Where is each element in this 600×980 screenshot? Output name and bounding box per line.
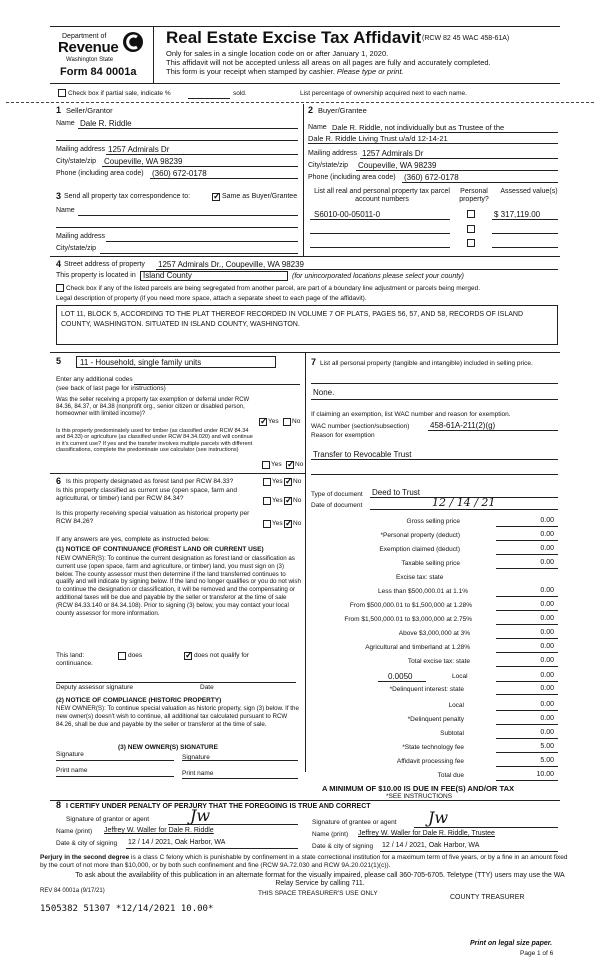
local-value[interactable]: 0.00 bbox=[540, 672, 554, 679]
legal-label: Legal description of property (if you need more space, attach a separate sheet to each page of the affidavit). bbox=[56, 295, 367, 302]
sec5-q1-yes: Yes bbox=[268, 418, 279, 425]
exemption-deduct-line bbox=[496, 554, 558, 555]
buyer-phone-value[interactable]: (360) 672-0178 bbox=[404, 173, 459, 182]
notice1-body: NEW OWNER(S): To continue the current designation as forest land or classification as current use (open space, farm and agriculture, or timber) land, you must sign on (3) below. The county assessor must then determine if the land transferred continues to qualify and will indicate by signing below. If the land no longer qualifies or you do not wish to continue the designation or classification, it will be removed and the compensating or additional taxes will be due and payable by the seller or transferor at the time of sale (RCW 84.33.140 or 84.34.108). Prior to signing (3) below, you may contact your local county assessor for more information. bbox=[56, 555, 301, 617]
reason-label: Reason for exemption bbox=[311, 432, 375, 439]
same-as-buyer-label: Same as Buyer/Grantee bbox=[222, 193, 298, 200]
personal-deduct-value[interactable]: 0.00 bbox=[540, 531, 554, 538]
sec3-name-line bbox=[78, 215, 298, 216]
seller-mailing-label: Mailing address bbox=[56, 146, 106, 153]
value-line-3 bbox=[492, 247, 558, 248]
taxable-price-label: Taxable selling price bbox=[401, 560, 460, 567]
buyer-name-line-b bbox=[308, 143, 558, 144]
sec6-q1: Is this property designated as forest land per RCW 84.33? bbox=[66, 478, 234, 485]
local-line bbox=[496, 681, 558, 682]
perjury-notice: Perjury in the second degree is a class C felony which is punishable by confinement in a state correctional institution for a maximum term of five years, or by a fine in an amount fixed by the court of not more than $10,000, or by both such confinement and fine (RCW 9A.72.030 and RCW 9A.20.021(1)(c)). bbox=[40, 854, 568, 869]
exemption-deduct-label: Exemption claimed (deduct) bbox=[379, 546, 460, 553]
legal-paper-note: Print on legal size paper. bbox=[470, 940, 553, 947]
penalty-line bbox=[496, 724, 558, 725]
parcel-line-3 bbox=[310, 247, 450, 248]
tech-fee-line bbox=[496, 752, 558, 753]
sec5-q2-yes: Yes bbox=[271, 461, 282, 468]
ag-timber-label: Agricultural and timberland at 1.28% bbox=[365, 644, 470, 651]
grantee-sig-line bbox=[414, 827, 558, 828]
doc-date-line bbox=[370, 509, 558, 510]
sec8-num: 8 bbox=[56, 800, 62, 810]
state-tier4-value[interactable]: 0.00 bbox=[540, 629, 554, 636]
state-tier2-label: From $500,000.01 to $1,500,000 at 1.28% bbox=[349, 602, 472, 609]
parcel-col2-header: Personal property? bbox=[459, 188, 489, 203]
sec12-divider bbox=[303, 104, 304, 256]
land-does-checkbox[interactable] bbox=[118, 652, 126, 660]
seller-mailing-value[interactable]: 1257 Admirals Dr bbox=[108, 145, 170, 154]
partial-sale-label: Check box if partial sale, indicate % bbox=[68, 90, 171, 97]
reason-value[interactable]: Transfer to Revocable Trust bbox=[313, 450, 412, 459]
buyer-city-line bbox=[356, 170, 558, 171]
header-divider bbox=[153, 26, 154, 84]
total-due-value[interactable]: 10.00 bbox=[536, 771, 554, 778]
gross-price-line bbox=[496, 526, 558, 527]
subtotal-line bbox=[496, 738, 558, 739]
buyer-name-line1[interactable]: Dale R. Riddle, not individually but as Trustee of the bbox=[332, 123, 505, 132]
buyer-phone-label: Phone (including area code) bbox=[308, 174, 396, 181]
penalty-value[interactable]: 0.00 bbox=[540, 715, 554, 722]
seller-phone-label: Phone (including area code) bbox=[56, 170, 144, 177]
state-tier3-value[interactable]: 0.00 bbox=[540, 615, 554, 622]
sec5-num: 5 bbox=[56, 356, 62, 366]
sec3-city-label: City/state/zip bbox=[56, 245, 97, 252]
partial-pct-line bbox=[188, 98, 230, 99]
county-treasurer: COUNTY TREASURER bbox=[450, 894, 525, 901]
ag-timber-value[interactable]: 0.00 bbox=[540, 643, 554, 650]
sec3-text: Send all property tax correspondence to: bbox=[64, 193, 191, 200]
seller-city-line bbox=[102, 166, 298, 167]
owner-name-line-1 bbox=[56, 776, 174, 777]
seller-mailing-line bbox=[106, 154, 298, 155]
sec6-q1-no: No bbox=[293, 478, 302, 485]
sec2-heading: Buyer/Grantee bbox=[318, 106, 367, 115]
value-line-2 bbox=[492, 233, 558, 234]
personal-deduct-line bbox=[496, 540, 558, 541]
interest-local-line bbox=[496, 710, 558, 711]
grantor-date-label: Date & city of signing bbox=[56, 840, 118, 847]
grantor-date-line bbox=[126, 848, 298, 849]
owner-sig-label-2: Signature bbox=[182, 754, 210, 761]
subtotal-label: Subtotal bbox=[440, 730, 464, 737]
county-select[interactable]: Island County bbox=[140, 271, 288, 281]
reason-line-2 bbox=[311, 474, 558, 475]
owner-sig-label-1: Signature bbox=[56, 751, 84, 758]
tech-fee-label: *State technology fee bbox=[402, 744, 464, 751]
segregated-checkbox[interactable] bbox=[56, 284, 64, 292]
grantee-sig-label: Signature of grantee or agent bbox=[312, 819, 397, 826]
sec1-num: 1 bbox=[56, 105, 62, 115]
land-does-not-checkbox[interactable] bbox=[184, 652, 192, 660]
excise-state-heading: Excise tax: state bbox=[396, 574, 444, 581]
total-state-label: Total excise tax: state bbox=[407, 658, 470, 665]
legal-description-box[interactable] bbox=[56, 305, 558, 345]
state-tier1-line bbox=[496, 596, 558, 597]
grantor-name-label: Name (print) bbox=[56, 828, 93, 835]
buyer-name-label: Name bbox=[308, 124, 327, 131]
sec3-num: 3 bbox=[56, 191, 62, 201]
total-due-line bbox=[496, 780, 558, 781]
sec7-num: 7 bbox=[311, 357, 317, 367]
owner-print-label-1: Print name bbox=[56, 767, 88, 774]
seller-city-value[interactable]: Coupeville, WA 98239 bbox=[104, 157, 183, 166]
grantor-name-value[interactable]: Jeffrey W. Waller for Dale R. Riddle bbox=[104, 827, 214, 834]
buyer-phone-line bbox=[402, 182, 558, 183]
sec6-q2-no-checkbox[interactable] bbox=[284, 497, 292, 505]
form-rcw: (RCW 82 45 WAC 458-61A) bbox=[422, 35, 510, 42]
buyer-city-label: City/state/zip bbox=[308, 162, 349, 169]
notice1-heading: (1) NOTICE OF CONTINUANCE (FOREST LAND OR CURRENT USE) bbox=[56, 546, 264, 553]
personal-property-value[interactable]: None. bbox=[313, 388, 335, 397]
processing-fee-value[interactable]: 5.00 bbox=[540, 757, 554, 764]
land-does-not-label: does not qualify for bbox=[194, 652, 249, 659]
minimum-due-note: A MINIMUM OF $10.00 IS DUE IN FEE(S) AND/OR TAX bbox=[322, 784, 515, 793]
penalty-label: *Delinquent penalty bbox=[407, 716, 464, 723]
sec57-divider bbox=[305, 352, 306, 772]
cut-line-top bbox=[6, 102, 594, 103]
sec7-text: List all personal property (tangible and intangible) included in selling price. bbox=[320, 360, 533, 367]
form-number: Form 84 0001a bbox=[60, 66, 137, 78]
interest-state-label: *Delinquent interest: state bbox=[389, 686, 464, 693]
grantor-sig-label: Signature of grantor or agent bbox=[66, 816, 150, 823]
notice2-heading: (2) NOTICE OF COMPLIANCE (HISTORIC PROPERTY) bbox=[56, 697, 222, 704]
sec1-heading: Seller/Grantor bbox=[66, 106, 113, 115]
page-number: Page 1 of 6 bbox=[520, 950, 554, 957]
interest-state-line bbox=[496, 694, 558, 695]
partial-sold-label: sold. bbox=[233, 90, 247, 97]
sec7-line-2 bbox=[311, 399, 558, 400]
dept-line3: Washington State bbox=[66, 57, 114, 63]
legal-description-text: LOT 11, BLOCK 5, ACCORDING TO THE PLAT THEREOF RECORDED IN VOLUME 7 OF PLATS, PAGES 56, 57, AND 58, RECORDS OF ISLAND COUNTY, WASHINGTON. SITUATED IN ISLAND COUNTY, WASHINGTON. bbox=[61, 311, 523, 328]
wac-value[interactable]: 458-61A-211(2)(g) bbox=[430, 421, 496, 430]
total-state-value[interactable]: 0.00 bbox=[540, 657, 554, 664]
assessed-value-1[interactable]: $ 317,119.00 bbox=[494, 210, 541, 219]
doc-type-label: Type of document bbox=[311, 491, 363, 498]
processing-fee-line bbox=[496, 766, 558, 767]
taxable-price-value[interactable]: 0.00 bbox=[540, 559, 554, 566]
owner-sig-line-1 bbox=[56, 760, 174, 761]
exemption-label: If claiming an exemption, list WAC number and reason for exemption. bbox=[311, 411, 511, 418]
sec5-q1: Was the seller receiving a property tax exemption or deferral under RCW 84.36, 84.37, or 84.38 (nonprofit org., senior citizen or disabled person, homeowner with limited income)? bbox=[56, 397, 250, 417]
treasurer-use: THIS SPACE TREASURER'S USE ONLY bbox=[258, 890, 378, 897]
sec2-num: 2 bbox=[308, 105, 314, 115]
grantee-date-label: Date & city of signing bbox=[312, 843, 374, 850]
processing-fee-label: Affidavit processing fee bbox=[396, 758, 464, 765]
grantee-name-value[interactable]: Jeffrey W. Waller for Dale R. Riddle, Trustee bbox=[358, 830, 495, 837]
land-does-label: does bbox=[128, 652, 143, 659]
local-label: Local bbox=[452, 673, 468, 680]
street-line bbox=[156, 269, 558, 270]
header-note3: This form is your receipt when stamped by cashier. Please type or print. bbox=[166, 67, 404, 76]
sec6-q3-no: No bbox=[293, 520, 302, 527]
deputy-sig-line bbox=[56, 682, 296, 683]
sec3-name-label: Name bbox=[56, 207, 75, 214]
doc-date-value[interactable]: 12 / 14 / 21 bbox=[432, 496, 496, 509]
total-due-label: Total due bbox=[437, 772, 464, 779]
sec6-q2-yes-checkbox[interactable] bbox=[263, 497, 271, 505]
sec4-top-rule bbox=[50, 256, 560, 257]
grantee-name-label: Name (print) bbox=[312, 831, 349, 838]
parcel-number-1[interactable]: S6010-00-05011-0 bbox=[314, 210, 381, 219]
receipt-stamp: 1505382 51307 *12/14/2021 10.00* bbox=[40, 904, 214, 914]
sec5-q2: Is this property predominately used for timber (as classified under RCW 84.34 and 84.33) or agriculture (as classified under RCW 84.34.020) and will continue in it's current use? If yes and the transfer involves multiple parcels with different classifications, complete the predominate use calculator (see instructions) bbox=[56, 428, 253, 454]
exemption-deduct-value[interactable]: 0.00 bbox=[540, 545, 554, 552]
header-note1: Only for sales in a single location code on or after January 1, 2020. bbox=[166, 49, 389, 58]
sec6-num: 6 bbox=[56, 476, 62, 486]
buyer-city-value[interactable]: Coupeville, WA 98239 bbox=[358, 161, 437, 170]
sec6-q1-yes-checkbox[interactable] bbox=[263, 478, 271, 486]
sec6-q2-yes: Yes bbox=[272, 497, 283, 504]
sec6-q2: Is this property classified as current use (open space, farm and agricultural, or timber) land per RCW 84.34? bbox=[56, 487, 238, 502]
buyer-name-line-a bbox=[330, 132, 558, 133]
local-rate-line bbox=[378, 681, 426, 682]
wac-line bbox=[428, 430, 558, 431]
sec5-q1-yes-checkbox[interactable] bbox=[259, 418, 267, 426]
grantor-sig-line bbox=[168, 824, 298, 825]
interest-local-label: Local bbox=[448, 702, 464, 709]
sec6-q3-no-checkbox[interactable] bbox=[284, 520, 292, 528]
state-tier2-value[interactable]: 0.00 bbox=[540, 601, 554, 608]
revenue-logo bbox=[122, 31, 144, 53]
notice2-body: NEW OWNER(S): To continue special valuation as historic property, sign (3) below. If the new owner(s) doesn't wish to continue, all additional tax calculated pursuant to RCW 84.26, shall be due and payable by the seller or transferor at the time of sale. bbox=[56, 705, 299, 728]
dept-line2: Revenue bbox=[58, 39, 119, 56]
personal-property-checkbox-1[interactable] bbox=[467, 210, 475, 218]
state-tier2-line bbox=[496, 610, 558, 611]
interest-state-value[interactable]: 0.00 bbox=[540, 685, 554, 692]
street-label: Street address of property bbox=[64, 261, 145, 268]
parcel-line-1 bbox=[310, 219, 450, 220]
buyer-mailing-line bbox=[360, 158, 558, 159]
sec6-q2-no: No bbox=[293, 497, 302, 504]
new-owner-sig-heading: (3) NEW OWNER(S) SIGNATURE bbox=[118, 744, 218, 751]
state-tier1-label: Less than $500,000.01 at 1.1% bbox=[378, 588, 468, 595]
sec6-q1-no-checkbox[interactable] bbox=[284, 478, 292, 486]
unincorporated-note: (for unincorporated locations please select your county) bbox=[292, 273, 464, 280]
sec6-q1-yes: Yes bbox=[272, 478, 283, 485]
segregated-label: Check box if any of the listed parcels are being segregated from another parcel, are part of a boundary line adjustment or parcels being merged. bbox=[66, 285, 481, 292]
deputy-date-label: Date bbox=[200, 684, 214, 691]
seller-city-label: City/state/zip bbox=[56, 158, 97, 165]
personal-property-checkbox-3[interactable] bbox=[467, 239, 475, 247]
located-label: This property is located in bbox=[56, 272, 136, 279]
sec4-num: 4 bbox=[56, 259, 62, 269]
interest-local-value[interactable]: 0.00 bbox=[540, 701, 554, 708]
grantor-signature[interactable]: Jw bbox=[190, 806, 211, 825]
sec5-q2-no: No bbox=[295, 461, 304, 468]
state-tier3-line bbox=[496, 624, 558, 625]
buyer-mailing-value[interactable]: 1257 Admirals Dr bbox=[362, 149, 424, 158]
seller-name-line bbox=[78, 128, 298, 129]
sec3-mailing-line bbox=[106, 241, 298, 242]
sec5-q2-no-checkbox[interactable] bbox=[286, 461, 294, 469]
land-use-select[interactable]: 11 - Household, single family units bbox=[76, 356, 276, 368]
sec6-q3-yes: Yes bbox=[272, 520, 283, 527]
additional-codes-note: (see back of last page for instructions) bbox=[56, 385, 166, 392]
certify-statement: I CERTIFY UNDER PENALTY OF PERJURY THAT THE FOREGOING IS TRUE AND CORRECT bbox=[66, 803, 371, 810]
ownership-note: List percentage of ownership acquired next to each name. bbox=[300, 90, 467, 97]
local-rate-value[interactable]: 0.0050 bbox=[388, 672, 413, 681]
sec6-q3: Is this property receiving special valuation as historical property per RCW 84.26? bbox=[56, 510, 250, 525]
wac-label: WAC number (section/subsection) bbox=[311, 423, 410, 430]
owner-print-label-2: Print name bbox=[182, 770, 214, 777]
reason-line-1 bbox=[311, 459, 558, 460]
seller-phone-line bbox=[150, 178, 298, 179]
taxable-price-line bbox=[496, 568, 558, 569]
grantee-date-line bbox=[380, 851, 558, 852]
additional-codes-label: Enter any additional codes bbox=[56, 376, 133, 383]
ag-timber-line bbox=[496, 652, 558, 653]
sec6-top-rule bbox=[50, 473, 305, 474]
sec5-q1-no-checkbox[interactable] bbox=[283, 418, 291, 426]
personal-property-checkbox-2[interactable] bbox=[467, 225, 475, 233]
rev-number: REV 84 0001a (9/17/21) bbox=[40, 888, 105, 894]
tech-fee-value[interactable]: 5.00 bbox=[540, 743, 554, 750]
sec5-q2-yes-checkbox[interactable] bbox=[262, 461, 270, 469]
see-instructions-note: *SEE INSTRUCTIONS bbox=[386, 793, 453, 800]
grantee-signature[interactable]: Jw bbox=[428, 808, 449, 827]
seller-name-value[interactable]: Dale R. Riddle bbox=[80, 119, 132, 128]
same-as-buyer-checkbox[interactable] bbox=[212, 193, 220, 201]
total-state-line bbox=[496, 666, 558, 667]
gross-price-value[interactable]: 0.00 bbox=[540, 517, 554, 524]
sec8-top-rule bbox=[50, 800, 560, 801]
state-tier1-value[interactable]: 0.00 bbox=[540, 587, 554, 594]
alt-format-notice: To ask about the availability of this publication in an alternate format for the visually impaired, please call 360-705-6705. Teletype (TTY) users may use the WA Relay Service by calling 711. bbox=[75, 872, 565, 887]
continuance-label: continuance. bbox=[56, 660, 93, 667]
owner-name-line-2 bbox=[182, 778, 298, 779]
seller-name-label: Name bbox=[56, 120, 75, 127]
value-line-1 bbox=[492, 219, 558, 220]
sec6-any-yes: If any answers are yes, complete as instructed below. bbox=[56, 536, 210, 543]
partial-sale-checkbox[interactable] bbox=[58, 89, 66, 97]
state-tier4-line bbox=[496, 638, 558, 639]
doc-type-value[interactable]: Deed to Trust bbox=[372, 488, 421, 497]
sec5-q1-no: No bbox=[292, 418, 301, 425]
parcel-col1-header: List all real and personal property tax parcel account numbers bbox=[314, 188, 450, 203]
subtotal-value[interactable]: 0.00 bbox=[540, 729, 554, 736]
street-value[interactable]: 1257 Admirals Dr., Coupeville, WA 98239 bbox=[158, 260, 305, 269]
sec3-city-line bbox=[100, 253, 298, 254]
parcel-col3-header: Assessed value(s) bbox=[500, 188, 558, 195]
sec3-mailing-label: Mailing address bbox=[56, 233, 106, 240]
state-tier4-label: Above $3,000,000 at 3% bbox=[398, 630, 470, 637]
dept-line1: Department of bbox=[62, 33, 107, 40]
seller-phone-value[interactable]: (360) 672-0178 bbox=[152, 169, 207, 178]
gross-price-label: Gross selling price bbox=[406, 518, 460, 525]
grantor-date-value[interactable]: 12 / 14 / 2021, Oak Harbor, WA bbox=[128, 839, 226, 846]
state-tier3-label: From $1,500,000.01 to $3,000,000 at 2.75% bbox=[344, 616, 472, 623]
this-land-label: This land: bbox=[56, 652, 85, 659]
buyer-mailing-label: Mailing address bbox=[308, 150, 358, 157]
parcel-line-2 bbox=[310, 233, 450, 234]
personal-deduct-label: *Personal property (deduct) bbox=[380, 532, 460, 539]
deputy-sig-label: Deputy assessor signature bbox=[56, 684, 133, 691]
seller-blank-line bbox=[56, 140, 298, 141]
sec7-line-1 bbox=[311, 383, 558, 384]
header-note2: This affidavit will not be accepted unless all areas on all pages are fully and accurately completed. bbox=[166, 58, 491, 67]
doc-date-label: Date of document bbox=[311, 502, 363, 509]
grantee-date-value[interactable]: 12 / 14 / 2021, Oak Harbor, WA bbox=[382, 842, 480, 849]
form-title: Real Estate Excise Tax Affidavit bbox=[166, 28, 422, 47]
buyer-name-line2[interactable]: Dale R. Riddle Living Trust u/a/d 12-14-21 bbox=[308, 134, 448, 143]
sec6-q3-yes-checkbox[interactable] bbox=[263, 520, 271, 528]
sec3-blank-line bbox=[56, 227, 298, 228]
